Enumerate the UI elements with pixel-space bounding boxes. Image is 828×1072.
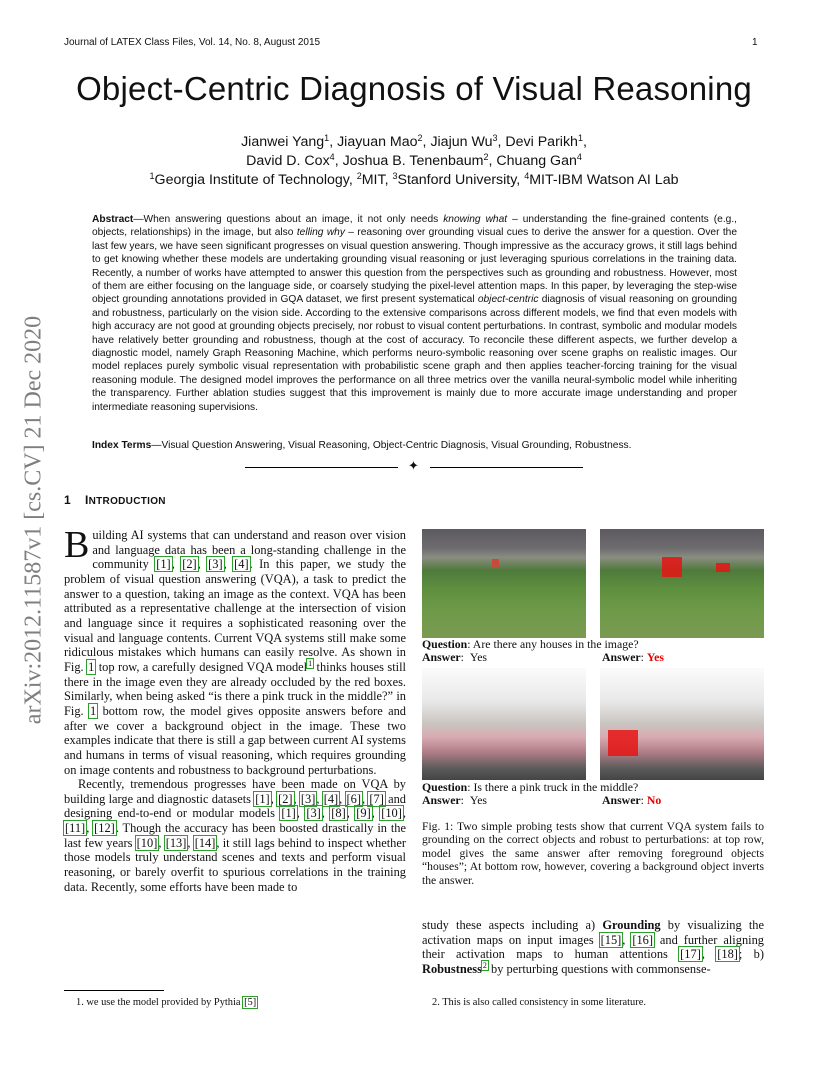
author-name: David D. Cox xyxy=(246,153,330,169)
author-affiliation-mark: 2 xyxy=(417,133,423,143)
citation-link[interactable]: [3] xyxy=(208,557,223,572)
index-terms: Index Terms—Visual Question Answering, Visual Reasoning, Object-Centric Diagnosis, Visual Grounding, Robustness. xyxy=(92,440,632,451)
citation-link[interactable]: [1] xyxy=(156,557,171,572)
figure-caption: Fig. 1: Two simple probing tests show that current VQA system fails to grounding on the correct objects and robust to perturbations: at top row, model gives the same answer after removing foreground objects “houses”; At bottom row, however, covering a background object inverts the answer. xyxy=(422,820,764,887)
section-heading xyxy=(64,493,166,507)
citation-link[interactable]: [4] xyxy=(234,557,249,572)
figure-ref-link[interactable]: 1 xyxy=(88,659,95,674)
author-line-1: Jianwei Yang$^1$, Jiayuan Mao$^2$, Jiajun Wu$^3$, Devi Parikh$^1$, xyxy=(241,133,587,150)
citation-link[interactable]: [14] xyxy=(194,835,216,850)
author-affiliation-mark: 2 xyxy=(483,152,489,162)
figure-answer-1-right: Answer: Yes xyxy=(602,650,664,664)
citation-link[interactable]: [1] xyxy=(255,791,270,806)
author-name: Joshua B. Tenenbaum xyxy=(342,153,484,169)
author-affiliation-mark: 1 xyxy=(324,133,330,143)
figure-image-truck-original xyxy=(422,668,586,780)
citation-link[interactable]: [9] xyxy=(356,806,371,821)
paper-title: Object-Centric Diagnosis of Visual Reasoning xyxy=(76,70,752,107)
citation-link[interactable]: [7] xyxy=(369,791,384,806)
affiliation-line: $^1$Georgia Institute of Technology, $^2$MIT, $^3$Stanford University, $^4$MIT-IBM Watson AI Lab xyxy=(149,171,679,188)
occlusion-box xyxy=(716,563,730,572)
arxiv-stamp xyxy=(14,285,54,755)
author-name: Devi Parikh xyxy=(505,134,578,150)
figure-question-2: Question: Is there a pink truck in the middle? xyxy=(422,780,639,794)
citation-link[interactable]: [2] xyxy=(182,557,197,572)
citation-link[interactable]: [2] xyxy=(278,791,293,806)
running-header: Journal of LATEX Class Files, Vol. 14, No. 8, August 2015 xyxy=(64,37,321,48)
affiliation: MIT xyxy=(361,172,385,188)
footnote-ref-link[interactable]: 2 xyxy=(482,960,487,970)
section-number: 1 xyxy=(64,493,71,507)
figure-image-truck-occluded xyxy=(600,668,764,780)
intro-left-column xyxy=(64,524,406,894)
author-name: Jiayuan Mao xyxy=(337,134,418,150)
citation-link[interactable]: [12] xyxy=(94,821,115,836)
citation-link[interactable]: [4] xyxy=(323,791,339,806)
drop-cap: B xyxy=(64,524,90,566)
citation-link[interactable]: [8] xyxy=(331,806,346,821)
intro-paragraph-1: Building AI systems that can understand and reason over vision and language data has been a long-standing challenge in the community [1], [2], [3], [4]. In this paper, we study the problem of visual question answering (VQA), a task to predict the answer to a question, taking an image as the context. VQA has been attributed as a representative challenge at the intersection of vision and language since it requires a sophisticated reasoning over the visual and language contents. Current VQA systems still make some ridiculous mistakes which humans can easily resolve. As shown in Fig. 1 top row, a carefully designed VQA model$^1$ thinks houses still there in the image even they are already occluded by the red boxes. Similarly, when being asked “is there a pink truck in the middle?” in Fig. 1 bottom row, the model gives opposite answers before and after we cover a background object in the image. These two examples indicate that there is still a gap between current AI systems and humans in terms of visual reasoning, which requires grounding on image contents and robustness to background perturbations. xyxy=(64,524,406,777)
affiliation: MIT-IBM Watson AI Lab xyxy=(529,172,679,188)
divider-left xyxy=(245,467,398,468)
figure-answer-1-left: Answer: Yes xyxy=(422,650,488,664)
index-terms-label: Index Terms xyxy=(92,440,152,451)
author-name: Jianwei Yang xyxy=(241,134,325,150)
citation-link[interactable]: [18] xyxy=(717,947,738,962)
citation-link[interactable]: [10] xyxy=(381,806,402,821)
author-name: Jiajun Wu xyxy=(430,134,493,150)
citation-link[interactable]: [5] xyxy=(244,997,257,1008)
abstract: Abstract—When answering questions about an image, it not only needs knowing what – understanding the fine-grained contents (e.g., objects, relationships) in the image, but also telling why – reasoning over grounding visual cues to derive the answer for a question. Over the last few years, we have seen significant progresses on visual question answering. Though impressive as the accuracy grows, it still lags behind to get knowing whether these models are undertaking grounding visual reasoning or just leveraging spurious correlations in the training data. Recently, a number of works have attempted to answer this question from the perspectives such as grounding and robustness. However, most of them are either focusing on the language side, or coarsely studying the pixel-level attention maps. In this paper, by leveraging the step-wise object grounding annotations provided in GQA dataset, we first present systematical object-centric diagnosis of visual reasoning on grounding and robustness, particularly on the vision side. According to the extensive comparisons across different models, we find that even models with high accuracy are not good at grounding objects precisely, nor robust to visual content perturbations. In contrast, symbolic and modular models have relatively better grounding and robustness, though at the cost of accuracy. To reconcile these different aspects, we further develop a diagnostic model, namely Graph Reasoning Machine, which performs neuro-symbolic reasoning over scene graphs on realistic images. Our model replaces purely symbolic visual representation with probabilistic scene graph and then applies teacher-forcing training for the visual reasoning module. The designed model improves the performance on all three metrics over the vanilla neural-symbolic model while inheriting the transparency. Further ablation studies suggest that this improvement is mainly due to more accurate image understanding and proper intermediate reasoning supervisions. xyxy=(92,214,738,413)
citation-link[interactable]: [3] xyxy=(306,806,321,821)
author-name: Chuang Gan xyxy=(496,153,577,169)
author-affiliation-mark: 4 xyxy=(329,152,335,162)
citation-link[interactable]: [17] xyxy=(680,947,701,962)
citation-link[interactable]: [13] xyxy=(165,835,187,850)
citation-link[interactable]: [16] xyxy=(632,932,653,947)
footnote-rule-left xyxy=(64,990,164,991)
figure-answer-2-left: Answer: Yes xyxy=(422,793,488,807)
author-line-2: David D. Cox$^4$, Joshua B. Tenenbaum$^2$, Chuang Gan$^4$ xyxy=(246,152,582,169)
author-affiliation-mark: 1 xyxy=(577,133,583,143)
figure-ref-link[interactable]: 1 xyxy=(90,703,97,718)
affiliation: Stanford University xyxy=(397,172,517,188)
figure-image-cows-occluded xyxy=(600,529,764,638)
house-roof xyxy=(492,559,499,568)
footnote-ref-link[interactable]: 1 xyxy=(308,658,313,668)
author-block xyxy=(0,133,828,190)
citation-link[interactable]: [11] xyxy=(65,821,86,836)
citation-link[interactable]: [10] xyxy=(136,835,158,850)
figure-image-cows-original xyxy=(422,529,586,638)
citation-link[interactable]: [3] xyxy=(300,791,316,806)
author-affiliation-mark: 3 xyxy=(492,133,498,143)
page-number: 1 xyxy=(752,37,758,48)
arxiv-stamp-text: arXiv:2012.11587v1 [cs.CV] 21 Dec 2020 xyxy=(20,315,47,725)
divider-right xyxy=(430,467,583,468)
divider-diamond-icon: ✦ xyxy=(408,458,419,473)
author-affiliation-mark: 4 xyxy=(576,152,582,162)
affiliation: Georgia Institute of Technology xyxy=(154,172,349,188)
occlusion-box xyxy=(662,557,682,577)
occlusion-box xyxy=(608,730,638,756)
footnote-1: 1. we use the model provided by Pythia [5] xyxy=(76,997,257,1008)
citation-link[interactable]: [6] xyxy=(346,791,361,806)
figure-question-1: Question: Are there any houses in the image? xyxy=(422,637,639,651)
abstract-label: Abstract xyxy=(92,214,134,225)
intro-right-column: study these aspects including a) Grounding by visualizing the activation maps on input images [15], [16] and further aligning their activation maps to human attentions [17], [18]; b) Robustness$^2$ by perturbing questions with commonsense- xyxy=(422,918,764,976)
citation-link[interactable]: [15] xyxy=(600,932,622,947)
figure-answer-2-right: Answer: No xyxy=(602,793,662,807)
intro-paragraph-2: Recently, tremendous progresses have been made on VQA by building large and diagnostic datasets [1], [2], [3], [4], [6], [7] and designing end-to-end or modular models [1], [3], [8], [9], [10], [11], [12]. Though the accuracy has been boosted drastically in the last few years [10], [13], [14], it still lags behind to inspect whether those models truly understand scenes and texts and perform visual reasoning, or barely overfit to spurious correlations in the training data. Recently, some efforts have been made to xyxy=(64,777,406,894)
footnote-2: 2. This is also called consistency in some literature. xyxy=(432,997,646,1008)
section-title: INTRODUCTION xyxy=(84,493,166,507)
citation-link[interactable]: [1] xyxy=(281,806,296,821)
